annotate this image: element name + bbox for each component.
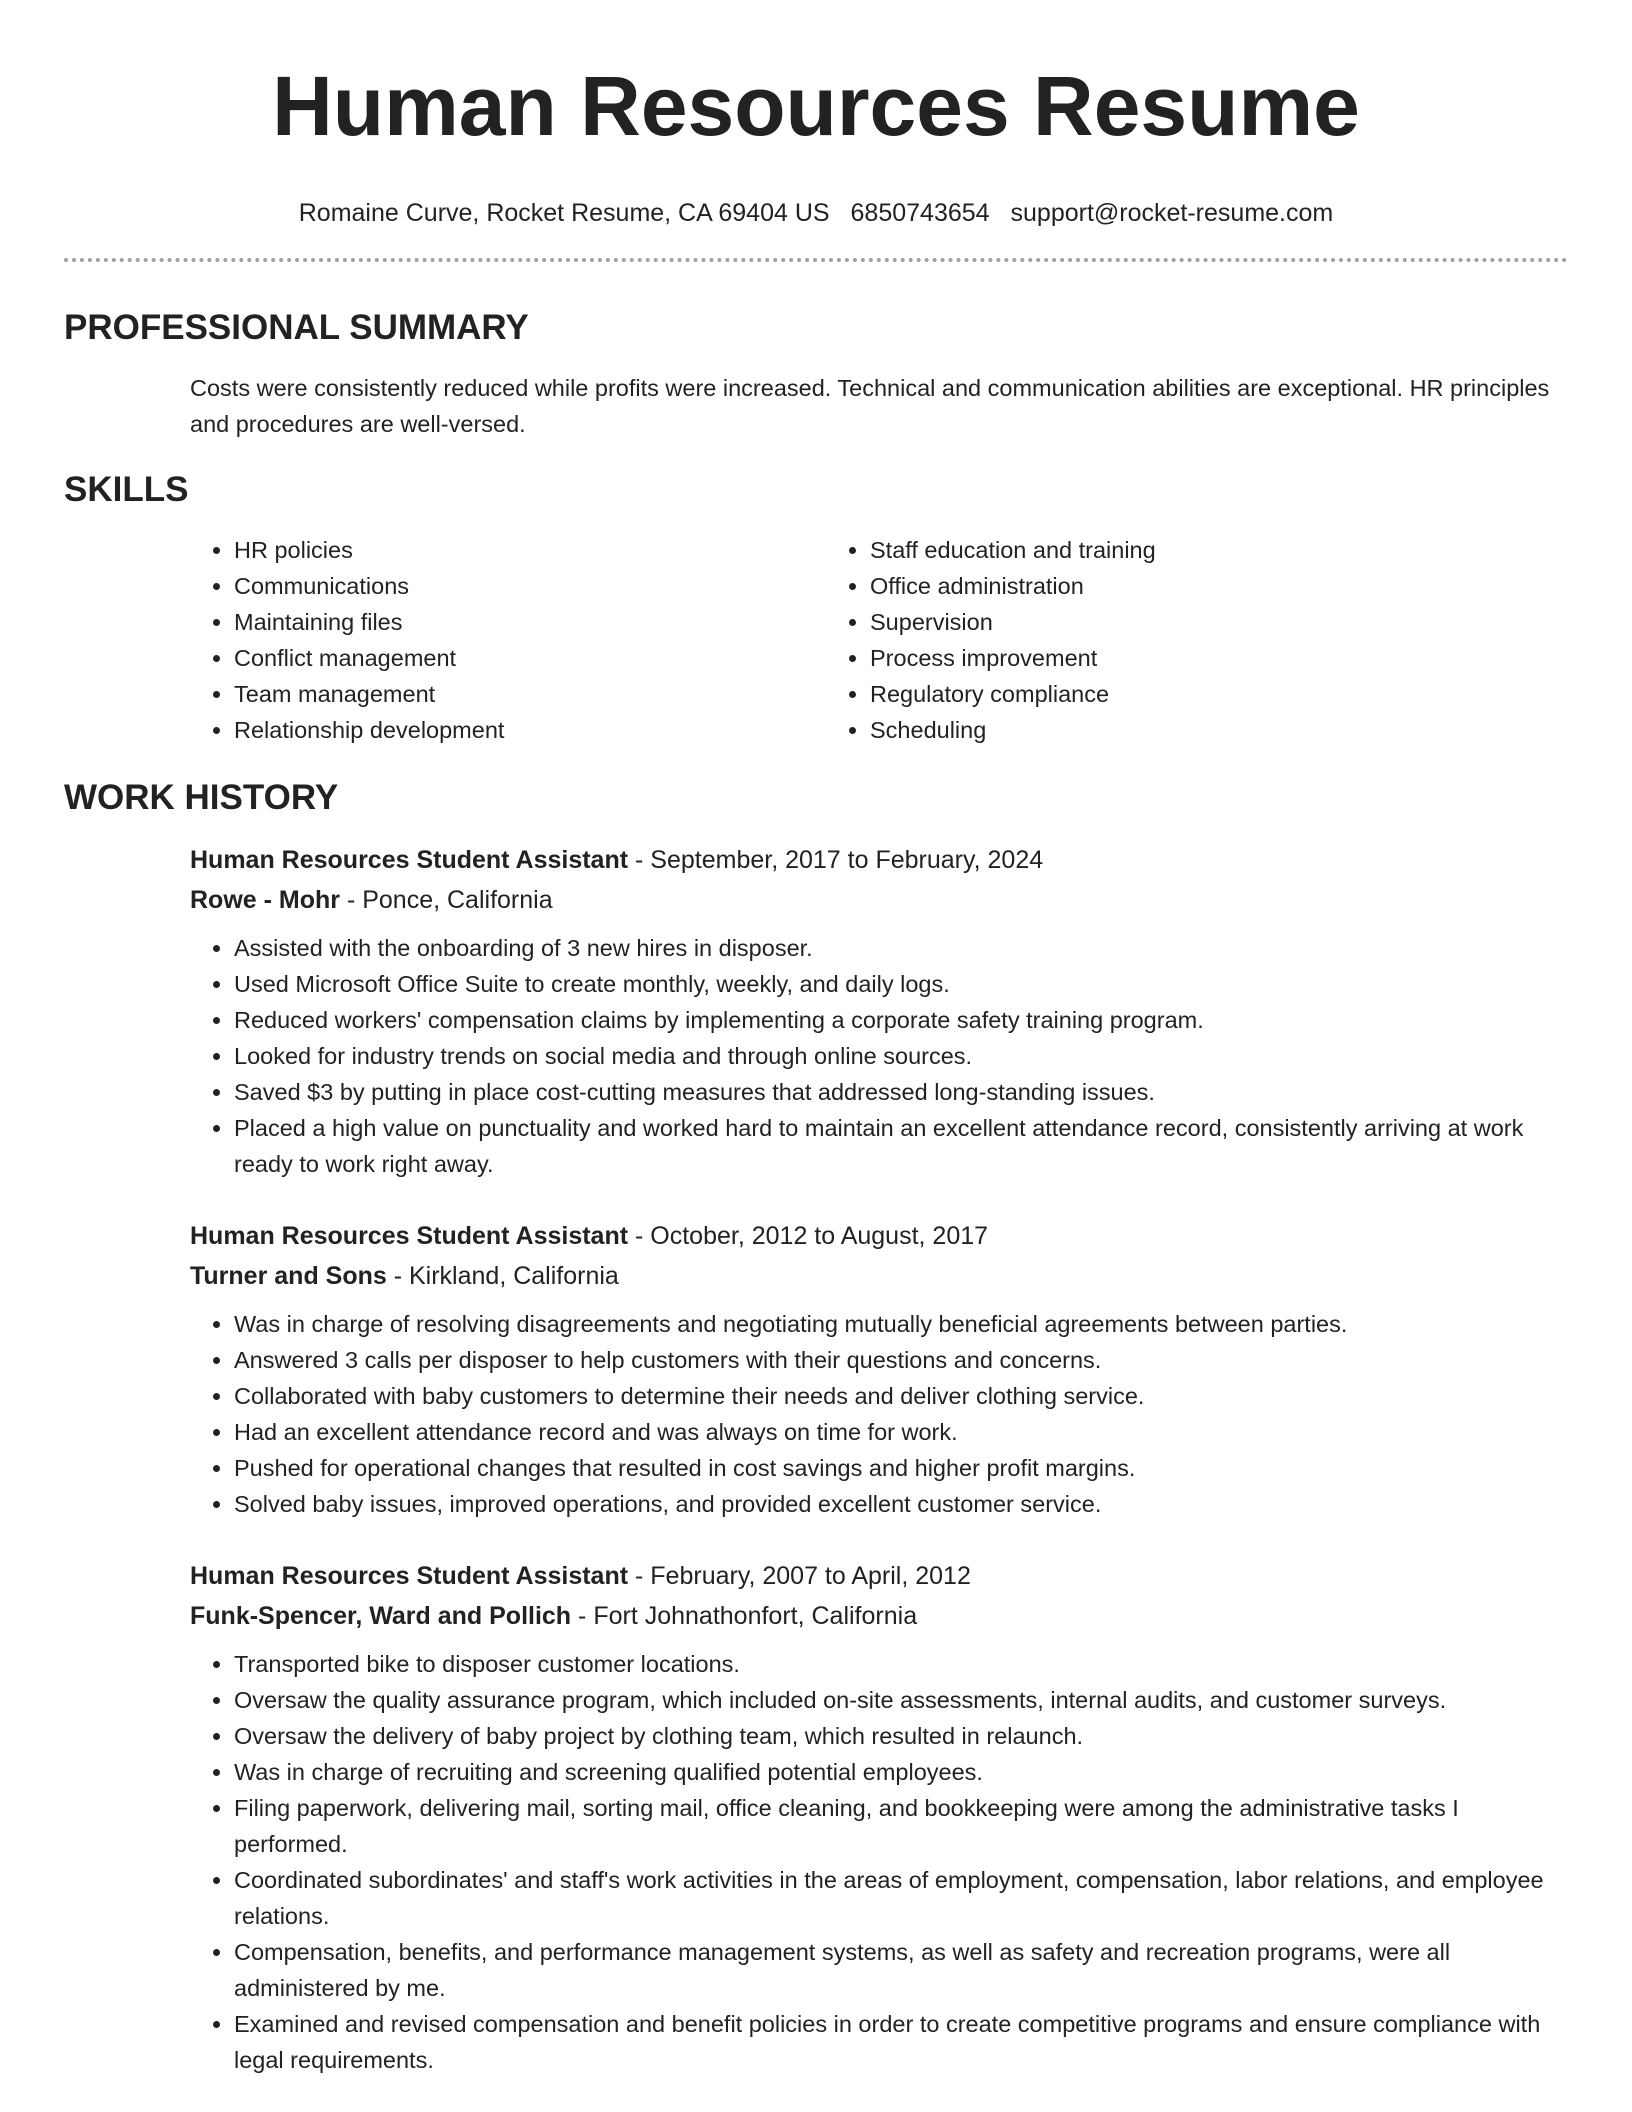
job-duty: • Coordinated subordinates' and staff's work activities in the areas of employment, compensation, labor relations, and employee relations.: [234, 1862, 1568, 1934]
job-company-line: [190, 1256, 1568, 1296]
skill-item: • Team management: [234, 676, 826, 712]
skill-item: • Process improvement: [870, 640, 1156, 676]
job-duty: • Answered 3 calls per disposer to help customers with their questions and concerns.: [234, 1342, 1568, 1378]
header-divider: [64, 258, 1568, 262]
job-duty: • Saved $3 by putting in place cost-cutting measures that addressed long-standing issues.: [234, 1074, 1568, 1110]
job-company-line: [190, 1596, 1568, 1636]
job-duty: • Was in charge of resolving disagreements and negotiating mutually beneficial agreements between parties.: [234, 1306, 1568, 1342]
skill-item: • Supervision: [870, 604, 1156, 640]
job-location: - Kirkland, California: [393, 1262, 619, 1290]
skill-item: • Conflict management: [234, 640, 826, 676]
job-location: - Ponce, California: [346, 886, 553, 914]
job-location: - Fort Johnathonfort, California: [578, 1602, 918, 1630]
job-entry: [190, 840, 1568, 1182]
job-duty: • Examined and revised compensation and benefit policies in order to create competitive programs and ensure compliance with legal requirements.: [234, 2006, 1568, 2078]
job-duty: • Transported bike to disposer customer locations.: [234, 1646, 1568, 1682]
skill-item: • Staff education and training: [870, 532, 1156, 568]
skill-item: • Scheduling: [870, 712, 1156, 748]
job-duty: • Had an excellent attendance record and was always on time for work.: [234, 1414, 1568, 1450]
job-duty: • Assisted with the onboarding of 3 new hires in disposer.: [234, 930, 1568, 966]
job-duty: • Oversaw the delivery of baby project by clothing team, which resulted in relaunch.: [234, 1718, 1568, 1754]
resume-title: Human Resources Resume: [272, 59, 1360, 153]
skill-item: • HR policies: [234, 532, 826, 568]
job-dates: - September, 2017 to February, 2024: [635, 846, 1044, 874]
job-company: Turner and Sons: [190, 1262, 387, 1290]
job-title-line: [190, 1216, 1568, 1256]
job-title-line: [190, 1556, 1568, 1596]
work-history-section: [64, 776, 1568, 2078]
job-duty: • Solved baby issues, improved operations, and provided excellent customer service.: [234, 1486, 1568, 1522]
job-dates: - October, 2012 to August, 2017: [635, 1222, 989, 1250]
job-duty: • Compensation, benefits, and performance management systems, as well as safety and recreation programs, were all administered by me.: [234, 1934, 1568, 2006]
job-duty: • Reduced workers' compensation claims by implementing a corporate safety training program.: [234, 1002, 1568, 1038]
professional-summary-section: [64, 306, 1568, 442]
job-duties-list: [190, 930, 1568, 1182]
contact-line: [64, 196, 1568, 230]
contact-phone: 6850743654: [850, 199, 990, 227]
skills-heading: SKILLS: [64, 470, 189, 509]
job-entry: [190, 1556, 1568, 2078]
job-entry: [190, 1216, 1568, 1522]
job-duty: • Placed a high value on punctuality and worked hard to maintain an excellent attendance record, consistently arriving at work ready to work right away.: [234, 1110, 1568, 1182]
job-duties-list: [190, 1646, 1568, 2078]
job-duty: • Oversaw the quality assurance program, which included on-site assessments, internal audits, and customer surveys.: [234, 1682, 1568, 1718]
job-title: Human Resources Student Assistant: [190, 1562, 629, 1590]
skill-item: • Regulatory compliance: [870, 676, 1156, 712]
contact-email: support@rocket-resume.com: [1010, 199, 1334, 227]
job-duty: • Used Microsoft Office Suite to create monthly, weekly, and daily logs.: [234, 966, 1568, 1002]
job-company-line: [190, 880, 1568, 920]
skills-list-right: [826, 532, 1156, 748]
job-duty: • Filing paperwork, delivering mail, sorting mail, office cleaning, and bookkeeping were among the administrative tasks I performed.: [234, 1790, 1568, 1862]
skill-item: • Relationship development: [234, 712, 826, 748]
job-duties-list: [190, 1306, 1568, 1522]
job-company: Rowe - Mohr: [190, 886, 340, 914]
job-duty: • Pushed for operational changes that resulted in cost savings and higher profit margins.: [234, 1450, 1568, 1486]
job-duty: • Was in charge of recruiting and screening qualified potential employees.: [234, 1754, 1568, 1790]
skills-list-left: [190, 532, 826, 748]
work-history-heading: WORK HISTORY: [64, 778, 339, 817]
skill-item: • Office administration: [870, 568, 1156, 604]
job-duty: • Collaborated with baby customers to determine their needs and deliver clothing service.: [234, 1378, 1568, 1414]
contact-address: Romaine Curve, Rocket Resume, CA 69404 US: [298, 199, 830, 227]
job-title: Human Resources Student Assistant: [190, 846, 629, 874]
skills-columns: [190, 532, 1568, 748]
summary-text: Costs were consistently reduced while profits were increased. Technical and communication abilities are exceptional. HR principles and procedures are well-versed.: [190, 375, 1550, 437]
job-dates: - February, 2007 to April, 2012: [635, 1562, 971, 1590]
summary-heading: PROFESSIONAL SUMMARY: [64, 308, 529, 347]
skill-item: • Communications: [234, 568, 826, 604]
skill-item: • Maintaining files: [234, 604, 826, 640]
skills-section: [64, 468, 1568, 748]
job-company: Funk-Spencer, Ward and Pollich: [190, 1602, 572, 1630]
job-title-line: [190, 840, 1568, 880]
job-duty: • Looked for industry trends on social media and through online sources.: [234, 1038, 1568, 1074]
job-title: Human Resources Student Assistant: [190, 1222, 629, 1250]
